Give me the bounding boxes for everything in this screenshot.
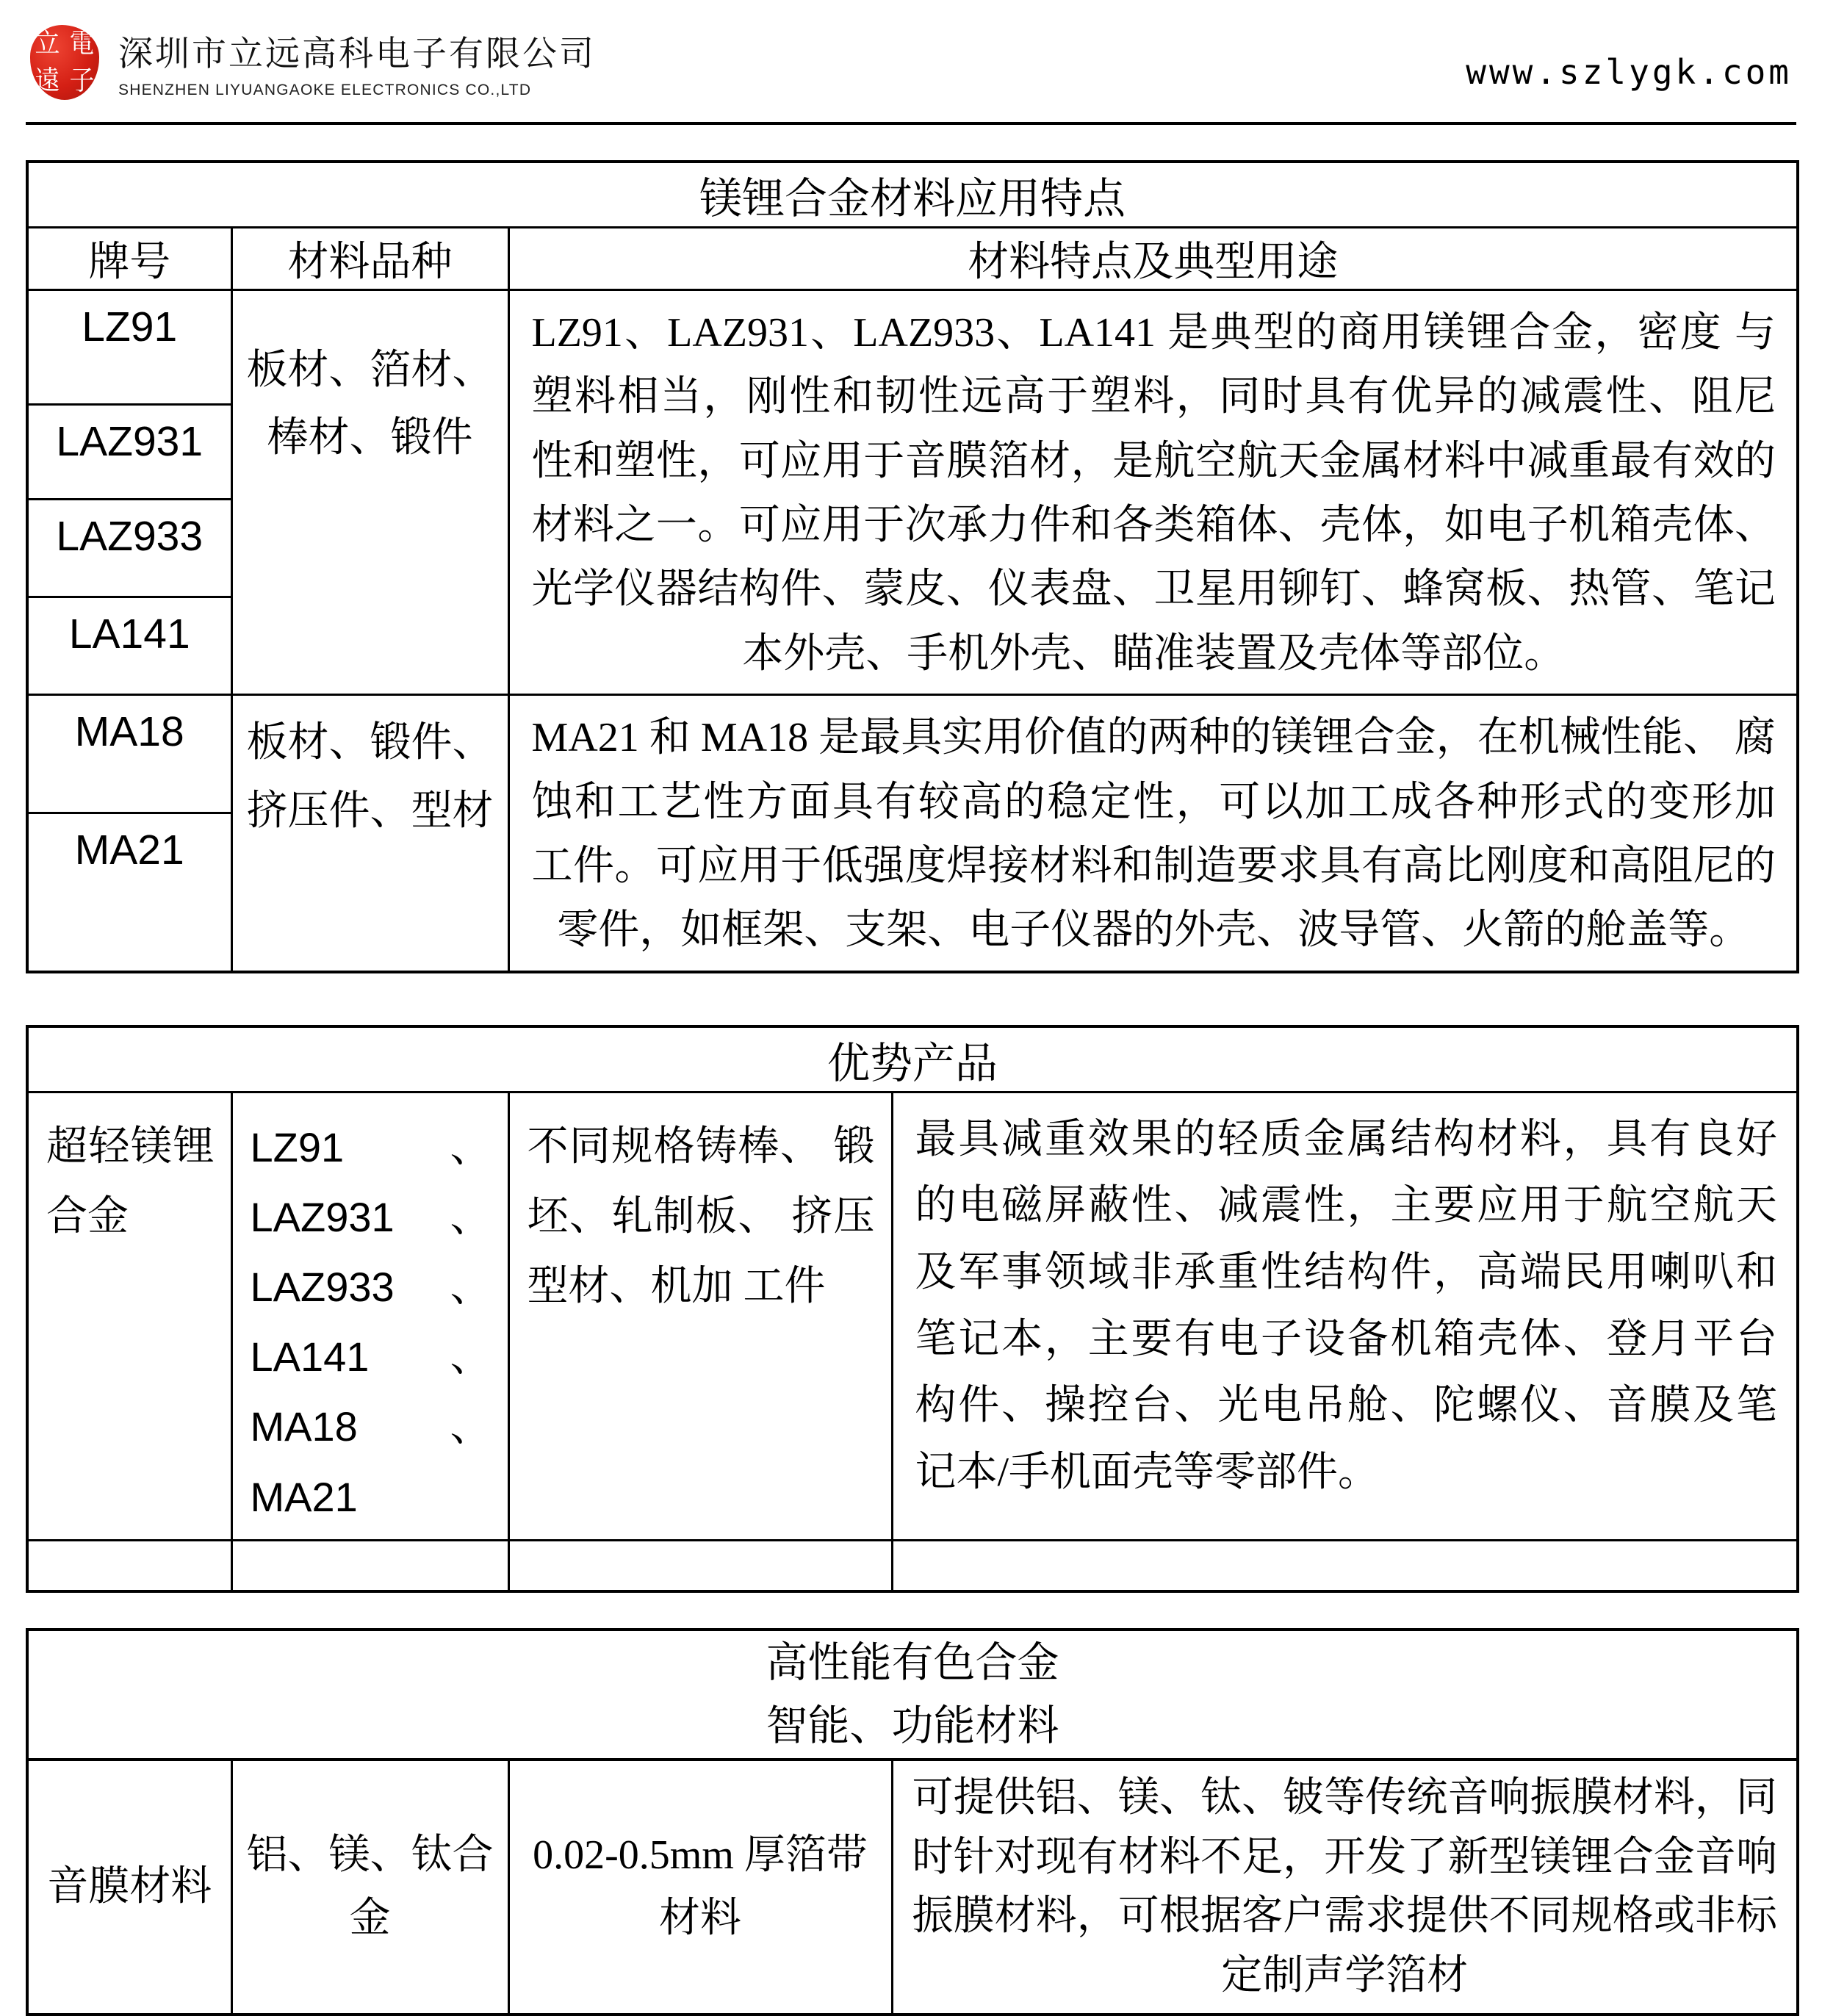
table1-header-row [27, 228, 1798, 290]
grade-cell-laz933: LAZ933 [27, 500, 231, 597]
grade-cell-ma18: MA18 [27, 695, 231, 813]
table-advantage-products [26, 1025, 1799, 1594]
table-row [27, 1092, 1798, 1540]
seal-char: 子 [69, 65, 95, 96]
table2-title-row [27, 1026, 1798, 1092]
material-types-group2: 板材、锻件、挤压件、型材 [231, 695, 508, 972]
seal-char: 立 [35, 28, 60, 58]
product-desc-cell: 最具减重效果的轻质金属结构材料，具有良好的电磁屏蔽性、减震性，主要应用于航空航天及军事领域非承重性结构件，高端民用喇叭和笔记本，主要有电子设备机箱壳体、登月平台构件、操控台、光电吊舱、陀螺仪、音膜及笔记本/手机面壳等零部件。 [892, 1092, 1798, 1540]
diaphragm-category-cell: 音膜材料 [27, 1760, 231, 2015]
col-header-material-type: 材料品种 [231, 228, 508, 290]
table-row [27, 695, 1798, 813]
empty-cell [892, 1540, 1798, 1591]
table-alloy-application-features [26, 160, 1799, 973]
features-desc-group2: MA21 和 MA18 是最具实用价值的两种的镁锂合金，在机械性能、 腐蚀和工艺性方面具有较高的稳定性，可以加工成各种形式的变形加 工件。可应用于低强度焊接材料和制造要求具有高比刚度和高阻尼的 零件，如框架、支架、电子仪器的外壳、波导管、火箭的舱盖等。 [508, 695, 1798, 972]
company-name-en: SHENZHEN LIYUANGAOKE ELECTRONICS CO.,LTD [118, 81, 532, 98]
empty-cell [27, 1540, 231, 1591]
table2-title: 优势产品 [27, 1026, 1798, 1092]
header-divider [26, 122, 1796, 125]
table-row [27, 1760, 1798, 2015]
col-header-grade: 牌号 [27, 228, 231, 290]
company-seal-logo-icon [30, 25, 99, 100]
material-types-group1: 板材、箔材、棒材、锻件 [231, 290, 508, 695]
company-brand [30, 25, 596, 100]
table1-title: 镁锂合金材料应用特点 [27, 162, 1798, 228]
table-row [27, 290, 1798, 405]
diaphragm-alloys-cell: 铝、镁、钛合金 [231, 1760, 508, 2015]
table3-title-line2: 智能、功能材料 [766, 1702, 1059, 1749]
table-row-empty [27, 1540, 1798, 1591]
grade-cell-la141: LA141 [27, 597, 231, 694]
page-header [26, 22, 1796, 103]
product-category-cell: 超轻镁锂合金 [27, 1092, 231, 1540]
grade-cell-ma21: MA21 [27, 813, 231, 972]
features-desc-group1: LZ91、LAZ931、LAZ933、LA141 是典型的商用镁锂合金，密度 与塑料相当，刚性和韧性远高于塑料，同时具有优异的减震性、阻尼 性和塑性，可应用于音膜箔材，是航空航天金属材料中减重最有效的 材料之一。可应用于次承力件和各类箱体、壳体，如电子机箱壳体、 光学仪器结构件、蒙皮、仪表盘、卫星用铆钉、蜂窝板、热管、笔记 本外壳、手机外壳、瞄准装置及壳体等部位。 [508, 290, 1798, 695]
table3-title [27, 1630, 1798, 1760]
grade-cell-laz931: LAZ931 [27, 404, 231, 499]
seal-char: 電 [69, 28, 95, 58]
product-forms-cell: 不同规格铸棒、 锻坯、轧制板、 挤压型材、机加 工件 [508, 1092, 892, 1540]
diaphragm-spec-cell: 0.02-0.5mm 厚箔带材料 [508, 1760, 892, 2015]
empty-cell [231, 1540, 508, 1591]
website-url: www.szlygk.com [1466, 52, 1792, 92]
table3-title-line1: 高性能有色合金 [766, 1640, 1059, 1687]
product-grades-cell: LZ91、LAZ931、LAZ933 、LA141 、MA18、MA21 [231, 1092, 508, 1540]
diaphragm-desc-cell: 可提供铝、镁、钛、铍等传统音响振膜材料，同时针对现有材料不足，开发了新型镁锂合金音响振膜材料，可根据客户需求提供不同规格或非标定制声学箔材 [892, 1760, 1798, 2015]
table1-title-row [27, 162, 1798, 228]
col-header-features: 材料特点及典型用途 [508, 228, 1798, 290]
grade-cell-lz91: LZ91 [27, 290, 231, 405]
empty-cell [508, 1540, 892, 1591]
company-names [118, 26, 596, 99]
company-name-zh: 深圳市立远高科电子有限公司 [118, 35, 596, 73]
seal-char: 遠 [35, 65, 60, 96]
table3-title-row [27, 1630, 1798, 1760]
